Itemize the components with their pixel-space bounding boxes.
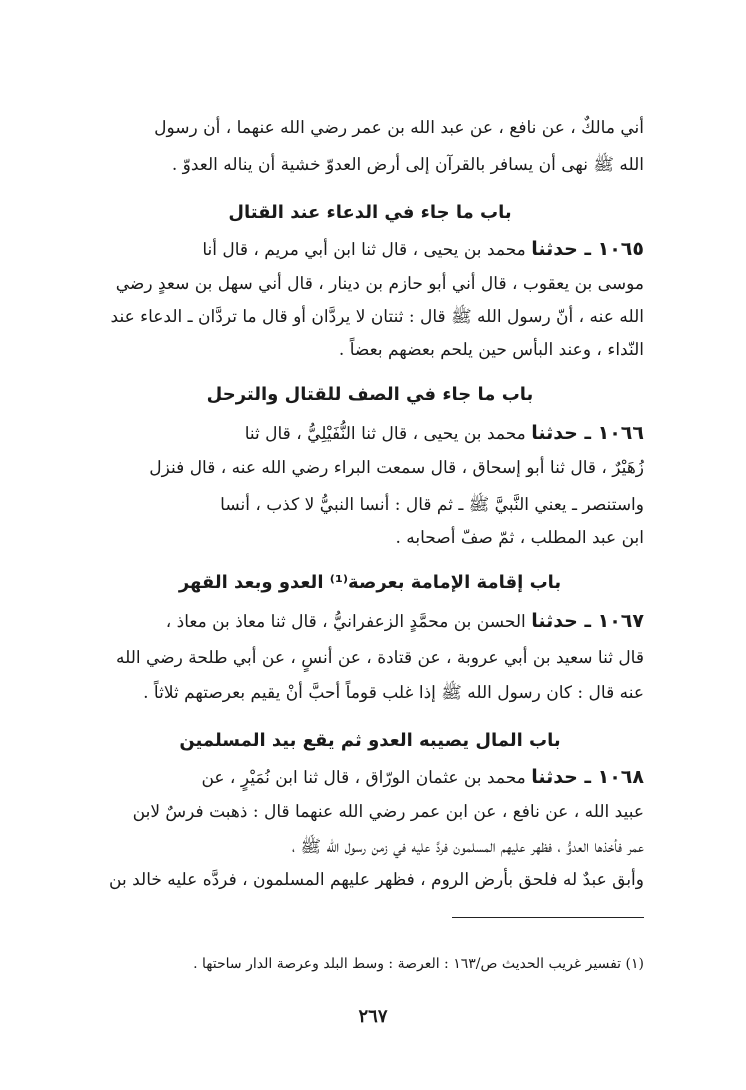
hadith-line: قال ثنا سعيد بن أبي عروبة ، عن قتادة ، عن أنسٍ ، عن أبي طلحة رضي الله xyxy=(115,648,644,668)
footnote: (١) تفسير غريب الحديث ص/١٦٣ : العرصة : وسط البلد وعرصة الدار ساحتها . xyxy=(193,956,644,972)
hadith-text: محمد بن يحيى ، قال ثنا النُّفَيْلِيُّ ، قال ثنا xyxy=(244,424,526,444)
hadith-line: عنه قال : كان رسول الله ﷺ إذا غلب قوماً أحبَّ أنْ يقيم بعرصتهم ثلاثاً . xyxy=(143,683,644,703)
hadith-line xyxy=(96,238,644,260)
hadith-line: الله عنه ، أنّ رسول الله ﷺ قال : ثنتان لا يردَّان أو قال ما تردَّان ـ الدعاء عند xyxy=(110,307,644,327)
section-heading: باب ما جاء في الدعاء عند القتال xyxy=(228,202,512,223)
page-number: ٢٦٧ xyxy=(358,1006,388,1027)
hadith-line: عبيد الله ، عن نافع ، عن ابن عمر رضي الله عنهما قال : ذهبت فرسٌ لابن xyxy=(132,802,644,822)
section-heading: باب المال يصيبه العدو ثم يقع بيد المسلمين xyxy=(179,730,561,751)
section-heading: باب ما جاء في الصف للقتال والترحل xyxy=(206,384,534,405)
hadith-line: النّداء ، وعند البأس حين يلحم بعضهم بعضاً . xyxy=(338,340,644,360)
section-heading: باب إقامة الإمامة بعرصة⁽¹⁾ العدو وبعد القهر xyxy=(178,572,562,593)
hadith-text: محمد بن عثمان الورّاق ، قال ثنا ابن نُمَيْرٍ ، عن xyxy=(201,768,526,788)
hadith-line xyxy=(96,610,644,632)
hadith-line: زُهَيْرٌ ، قال ثنا أبو إسحاق ، قال سمعت البراء رضي الله عنه ، قال فنزل xyxy=(149,458,644,478)
hadith-line: وأبق عبدٌ له فلحق بأرض الروم ، فظهر عليهم المسلمون ، فردَّه عليه خالد بن xyxy=(109,870,644,890)
hadith-number: ١٠٦٧ ـ حدثنا xyxy=(531,610,644,632)
hadith-line xyxy=(96,422,644,444)
hadith-line: موسى بن يعقوب ، قال أني أبو حازم بن دينار ، قال أني سهل بن سعدٍ رضي xyxy=(115,274,644,294)
hadith-line xyxy=(96,766,644,788)
hadith-number: ١٠٦٥ ـ حدثنا xyxy=(531,238,644,260)
hadith-line: واستنصر ـ يعني النَّبيَّ ﷺ ـ ثم قال : أنسا النبيُّ لا كذب ، أنسا xyxy=(220,495,644,515)
hadith-line: عمر فأخذها العدوُّ ، فظهر عليهم المسلمون فردَّ عليه في زمن رسول الله ﷺ ، xyxy=(291,837,644,857)
intro-line: الله ﷺ نهى أن يسافر بالقرآن إلى أرض العدوّ خشية أن يناله العدوّ . xyxy=(171,155,644,175)
intro-line: أني مالكٌ ، عن نافع ، عن عبد الله بن عمر رضي الله عنهما ، أن رسول xyxy=(154,118,644,138)
hadith-number: ١٠٦٨ ـ حدثنا xyxy=(531,766,644,788)
hadith-number: ١٠٦٦ ـ حدثنا xyxy=(531,422,644,444)
hadith-text: محمد بن يحيى ، قال ثنا ابن أبي مريم ، قال أنا xyxy=(202,240,526,260)
hadith-line: ابن عبد المطلب ، ثمّ صفّ أصحابه . xyxy=(395,528,644,548)
hadith-text: الحسن بن محمَّدٍ الزعفرانيُّ ، قال ثنا معاذ بن معاذ ، xyxy=(165,612,526,632)
footnote-rule xyxy=(452,917,644,918)
